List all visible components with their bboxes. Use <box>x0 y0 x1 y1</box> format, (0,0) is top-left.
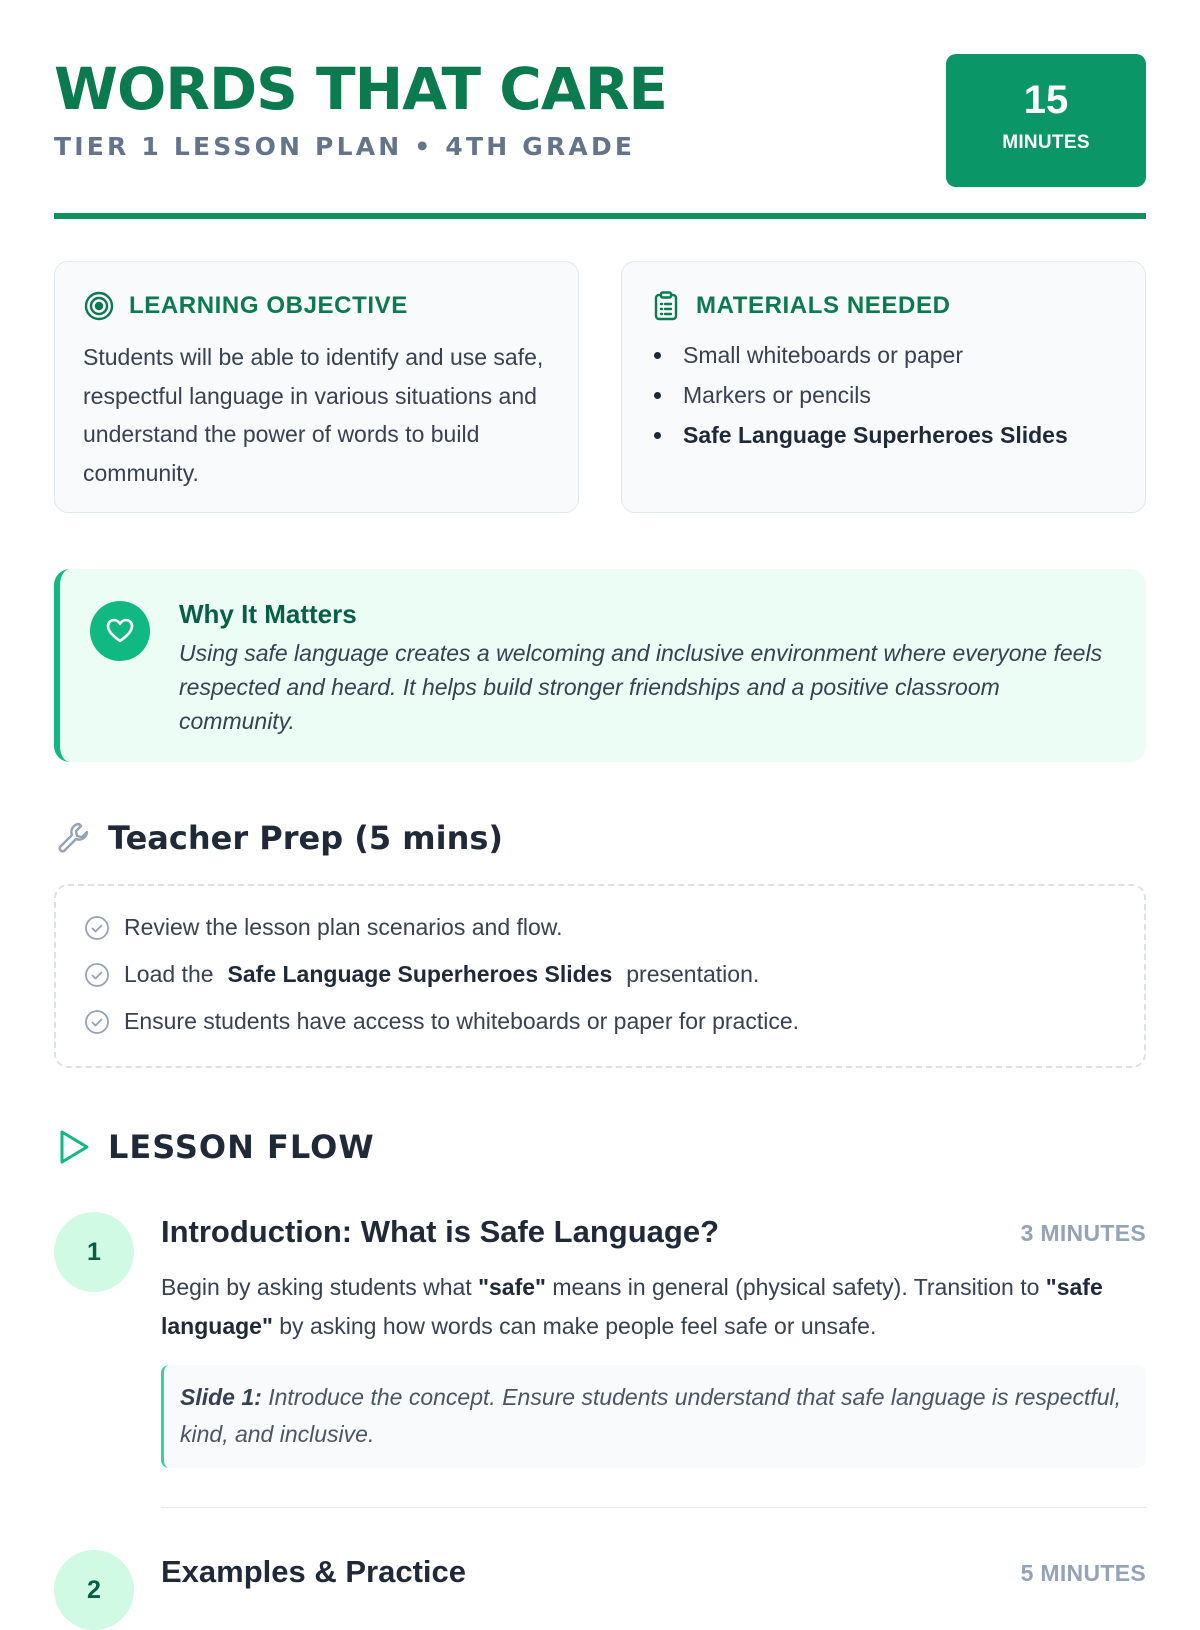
prep-item <box>84 914 563 941</box>
materials-item: Markers or pencils <box>654 375 1068 415</box>
learning-objective-text: Students will be able to identify and use safe, respectful language in various situations and understand the power of words to build community. <box>83 344 544 486</box>
why-it-matters-title: Why It Matters <box>179 599 357 629</box>
teacher-prep-heading <box>54 818 503 858</box>
page-subtitle: TIER 1 LESSON PLAN • 4TH GRADE <box>54 132 636 161</box>
header-divider <box>54 213 1146 219</box>
check-circle-icon <box>84 1009 110 1035</box>
step-title: Examples & Practice <box>161 1554 467 1589</box>
why-it-matters-callout <box>54 569 1146 762</box>
materials-title: MATERIALS NEEDED <box>696 292 951 319</box>
why-it-matters-text: Using safe language creates a welcoming and inclusive environment where everyone feels respected and heard. It helps build stronger friendships and a positive classroom community. <box>179 640 1103 734</box>
step-duration: 5 MINUTES <box>1020 1560 1146 1586</box>
heart-icon <box>90 601 150 661</box>
step-duration: 3 MINUTES <box>1020 1220 1146 1246</box>
play-icon <box>54 1127 94 1167</box>
target-icon <box>83 290 115 322</box>
materials-heading <box>650 290 951 322</box>
materials-item: Safe Language Superheroes Slides <box>654 415 1068 455</box>
wrench-icon <box>54 818 94 858</box>
prep-item-text: Ensure students have access to whiteboards or paper for practice. <box>124 1008 800 1034</box>
materials-item: Small whiteboards or paper <box>654 335 1068 375</box>
slide-note <box>161 1365 1146 1468</box>
prep-item-text: presentation. <box>626 961 760 987</box>
step-description <box>161 1268 1146 1345</box>
prep-item <box>84 961 759 988</box>
step-text-segment: means in general (physical safety). Transition to <box>545 1274 1046 1300</box>
step-text-segment: by asking how words can make people feel safe or unsafe. <box>272 1312 877 1339</box>
slide-note-label: Slide 1: <box>180 1384 262 1410</box>
prep-item <box>84 1008 799 1035</box>
clipboard-icon <box>650 290 682 322</box>
step-text-emphasis: "safe language" <box>161 1274 1103 1339</box>
learning-objective-card <box>54 261 579 513</box>
learning-objective-title: LEARNING OBJECTIVE <box>129 292 408 319</box>
step-text-emphasis: "safe" <box>478 1274 546 1300</box>
lesson-flow-heading <box>54 1127 375 1167</box>
prep-item-text: Load the <box>124 961 214 987</box>
prep-item-emphasis: Safe Language Superheroes Slides <box>227 961 613 987</box>
step-number: 1 <box>54 1212 134 1292</box>
step-text-segment: Begin by asking students what <box>161 1274 479 1300</box>
lesson-flow-title: LESSON FLOW <box>108 1128 375 1166</box>
slide-note-text: Introduce the concept. Ensure students understand that safe language is respectful, kind, and inclusive. <box>180 1384 1122 1447</box>
teacher-prep-checklist <box>54 884 1146 1068</box>
duration-unit: MINUTES <box>1002 132 1090 153</box>
teacher-prep-title: Teacher Prep (5 mins) <box>108 819 504 857</box>
materials-list <box>654 335 1068 455</box>
duration-badge <box>946 54 1146 187</box>
page-title: WORDS THAT CARE <box>54 55 668 123</box>
learning-objective-heading <box>83 290 408 322</box>
materials-card <box>621 261 1146 513</box>
header <box>54 54 1146 190</box>
step-divider <box>161 1507 1146 1508</box>
step-number: 2 <box>54 1550 134 1630</box>
prep-item-text: Review the lesson plan scenarios and flow. <box>124 914 563 940</box>
duration-value: 15 <box>1023 78 1069 122</box>
step-title: Introduction: What is Safe Language? <box>161 1214 719 1249</box>
check-circle-icon <box>84 962 110 988</box>
check-circle-icon <box>84 915 110 941</box>
